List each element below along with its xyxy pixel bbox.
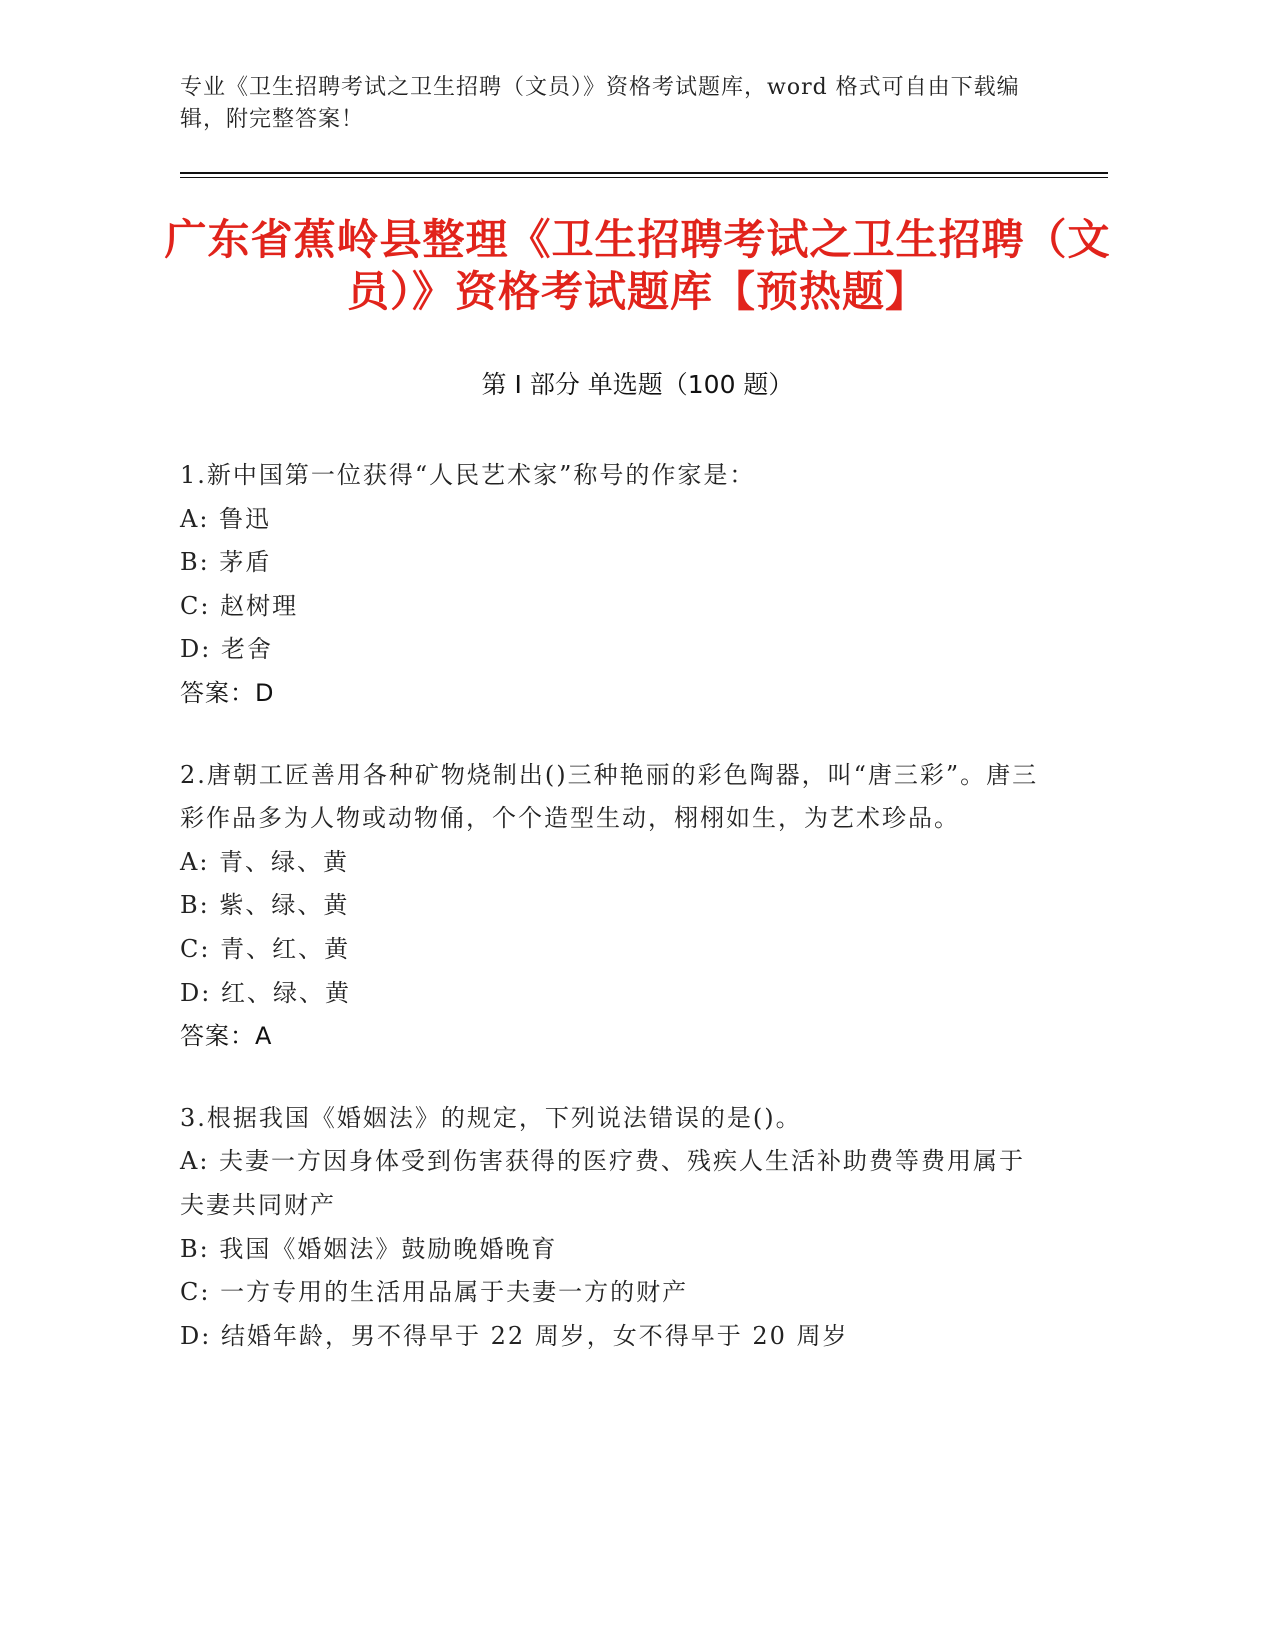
question-2 [180, 754, 1040, 1059]
question-stem: 2.唐朝工匠善用各种矿物烧制出()三种艳丽的彩色陶器，叫“唐三彩”。唐三彩作品多为人物或动物俑，个个造型生动，栩栩如生，为艺术珍品。 [180, 760, 1039, 833]
option-c: C: 一方专用的生活用品属于夫妻一方的财产 [180, 1278, 689, 1307]
option-c: C: 青、红、黄 [180, 934, 351, 963]
option-d: D: 老舍 [180, 635, 273, 664]
header-rule-thin [180, 177, 1108, 178]
option-d: D: 结婚年龄，男不得早于 22 周岁，女不得早于 20 周岁 [180, 1321, 849, 1350]
option-b: B: 茅盾 [180, 548, 272, 577]
option-a: A: 青、绿、黄 [180, 847, 350, 876]
option-c: C: 赵树理 [180, 591, 299, 620]
question-stem: 1.新中国第一位获得“人民艺术家”称号的作家是： [180, 461, 756, 489]
header-rule-thick [180, 172, 1108, 174]
question-list [180, 454, 1040, 1396]
option-a: A: 夫妻一方因身体受到伤害获得的医疗费、残疾人生活补助费等费用属于夫妻共同财产 [180, 1147, 1026, 1219]
answer: 答案：A [180, 1022, 273, 1051]
answer: 答案：D [180, 678, 275, 707]
question-1 [180, 454, 1040, 716]
question-stem: 3.根据我国《婚姻法》的规定，下列说法错误的是()。 [180, 1103, 802, 1132]
option-a: A: 鲁迅 [180, 504, 272, 533]
question-3 [180, 1097, 1040, 1359]
option-b: B: 紫、绿、黄 [180, 891, 350, 920]
option-d: D: 红、绿、黄 [180, 978, 351, 1007]
option-b: B: 我国《婚姻法》鼓励晚婚晚育 [180, 1234, 558, 1263]
document-title: 广东省蕉岭县整理《卫生招聘考试之卫生招聘（文员）》资格考试题库【预热题】 [164, 215, 1111, 316]
section-title: 第 I 部分 单选题（100 题） [481, 370, 794, 399]
header-note: 专业《卫生招聘考试之卫生招聘（文员）》资格考试题库，word 格式可自由下载编辑，附完整答案！ [180, 75, 1020, 132]
